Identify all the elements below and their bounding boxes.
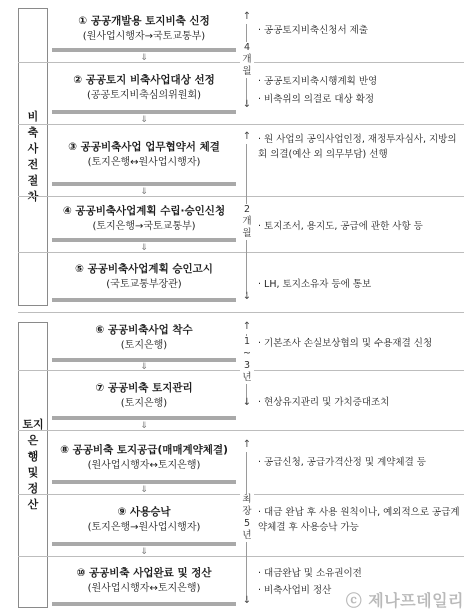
step-6 bbox=[52, 318, 236, 362]
flow-arrow: ⇓ bbox=[140, 362, 148, 372]
arrow-up-icon: ↑ bbox=[242, 439, 252, 450]
duration-char: 개 bbox=[242, 216, 252, 227]
step-4 bbox=[52, 200, 236, 242]
step-actor: (토지은행↔원사업시행자) bbox=[87, 157, 201, 168]
step-actor: (토지은행→국토교통부) bbox=[92, 221, 196, 232]
duration-char: 4 bbox=[243, 42, 251, 53]
step-title: ⑤ 공공비축사업계획 승인고시 bbox=[75, 263, 213, 275]
step-actor: (토지은행) bbox=[120, 340, 168, 351]
phase-land-bank-settlement bbox=[18, 322, 48, 608]
duration-label bbox=[240, 494, 254, 542]
step-actor: (원사업시행자↔토지은행) bbox=[87, 460, 201, 471]
duration-char: 최 bbox=[242, 494, 252, 505]
duration-char: 2 bbox=[243, 204, 251, 215]
phase-pre-procedure bbox=[18, 8, 48, 306]
step-10 bbox=[52, 560, 236, 606]
step-5 bbox=[52, 256, 236, 302]
step-3 bbox=[52, 128, 236, 186]
arrow-down-icon: ↓ bbox=[242, 397, 252, 408]
step-title: ⑧ 공공비축 토지공급(매매계약체결) bbox=[60, 444, 228, 456]
duration-label bbox=[240, 336, 254, 384]
step-7 bbox=[52, 376, 236, 420]
arrow-up-icon: ↑ bbox=[242, 321, 252, 332]
duration-char: 5 bbox=[243, 518, 251, 529]
note-basic-survey: · 기본조사 손실보상협의 및 수용재결 신청 bbox=[258, 338, 433, 349]
step-actor: (토지은행) bbox=[120, 398, 168, 409]
phase-char: 비 bbox=[27, 110, 39, 123]
watermark-logo: ⓒ 제나프데일리 bbox=[345, 591, 464, 610]
phase-char: 사 bbox=[27, 142, 39, 155]
note-cost-settlement: · 비축사업비 정산 bbox=[258, 585, 332, 596]
step-actor: (원사업시행자→국토교통부) bbox=[82, 31, 206, 42]
note-application: · 공공토지비축신청서 제출 bbox=[258, 25, 369, 36]
phase-char: 산 bbox=[27, 498, 39, 511]
step-title: ③ 공공비축사업 업무협약서 체결 bbox=[68, 141, 220, 153]
duration-char: 1 bbox=[243, 336, 251, 347]
phase-char: 정 bbox=[27, 482, 39, 495]
note-committee-decision: · 비축위의 의결로 대상 확정 bbox=[258, 94, 375, 105]
duration-char: 월 bbox=[242, 66, 252, 77]
duration-char: 년 bbox=[242, 372, 252, 383]
note-supply: · 공급신청, 공급가격산정 및 계약체결 등 bbox=[258, 457, 426, 468]
flow-arrow: ⇓ bbox=[140, 53, 148, 63]
arrow-down-icon: ↓ bbox=[242, 99, 252, 110]
duration-char: 월 bbox=[242, 228, 252, 239]
flow-arrow: ⇓ bbox=[140, 547, 148, 557]
duration-char: ~ bbox=[243, 348, 251, 359]
step-actor: (국토교통부장관) bbox=[106, 279, 182, 290]
step-actor: (원사업시행자↔토지은행) bbox=[87, 583, 201, 594]
note-use-consent: · 대금 완납 후 사용 원칙이나, 예외적으로 공급계약체결 후 사용승낙 가능 bbox=[258, 507, 460, 533]
flow-arrow: ⇓ bbox=[140, 115, 148, 125]
note-land-survey: · 토지조서, 용지도, 공급에 관한 사항 등 bbox=[258, 221, 423, 232]
duration-label bbox=[240, 204, 254, 240]
separator-line bbox=[18, 312, 464, 313]
duration-char: 장 bbox=[242, 506, 252, 517]
step-1 bbox=[52, 10, 236, 52]
step-title: ⑩ 공공비축 사업완료 및 정산 bbox=[76, 567, 212, 579]
step-title: ⑨ 사용승낙 bbox=[117, 506, 171, 518]
arrow-up-icon: ↑ bbox=[242, 11, 252, 22]
note-prerequisites: · 원 사업의 공익사업인정, 재정투자심사, 지방의회 의결(예산 외 의무부담) 선행 bbox=[258, 134, 457, 160]
step-title: ⑦ 공공비축 토지관리 bbox=[95, 382, 193, 394]
flow-arrow: ⇓ bbox=[140, 421, 148, 431]
note-plan-reflection: · 공공토지비축시행계획 반영 bbox=[258, 76, 378, 87]
arrow-down-icon: ↓ bbox=[242, 291, 252, 302]
phase-char: 절 bbox=[27, 174, 39, 187]
flow-arrow: ⇓ bbox=[140, 485, 148, 495]
flow-arrow: ⇓ bbox=[140, 243, 148, 253]
duration-char: 개 bbox=[242, 54, 252, 65]
phase-char: 축 bbox=[27, 126, 39, 139]
step-title: ① 공공개발용 토지비축 신정 bbox=[78, 15, 210, 27]
step-title: ⑥ 공공비축사업 착수 bbox=[95, 324, 193, 336]
step-title: ④ 공공비축사업계획 수립·승인신청 bbox=[62, 205, 226, 217]
step-actor: (토지은행→원사업시행자) bbox=[87, 522, 201, 533]
phase-char: 전 bbox=[27, 158, 39, 171]
step-title: ② 공공토지 비축사업대상 선정 bbox=[73, 74, 215, 86]
step-2 bbox=[52, 66, 236, 114]
note-ownership-transfer: · 대금완납 및 소유권이전 bbox=[258, 568, 362, 579]
duration-char: 3 bbox=[243, 360, 251, 371]
step-actor: (공공토지비축심의위원회) bbox=[86, 90, 202, 101]
step-9 bbox=[52, 498, 236, 546]
step-8 bbox=[52, 436, 236, 484]
note-maintenance: · 현상유지관리 및 가치증대조치 bbox=[258, 397, 390, 408]
arrow-down-icon: ↓ bbox=[242, 595, 252, 606]
phase-char: 및 bbox=[27, 466, 39, 479]
phase-char: 행 bbox=[27, 450, 39, 463]
duration-label bbox=[240, 42, 254, 78]
phase-char: 차 bbox=[27, 190, 39, 203]
duration-char: 년 bbox=[242, 530, 252, 541]
flow-arrow: ⇓ bbox=[140, 187, 148, 197]
note-notification: · LH, 토지소유자 등에 통보 bbox=[258, 279, 372, 290]
arrow-up-icon: ↑ bbox=[242, 131, 252, 142]
phase-char: 토지은 bbox=[22, 418, 44, 447]
